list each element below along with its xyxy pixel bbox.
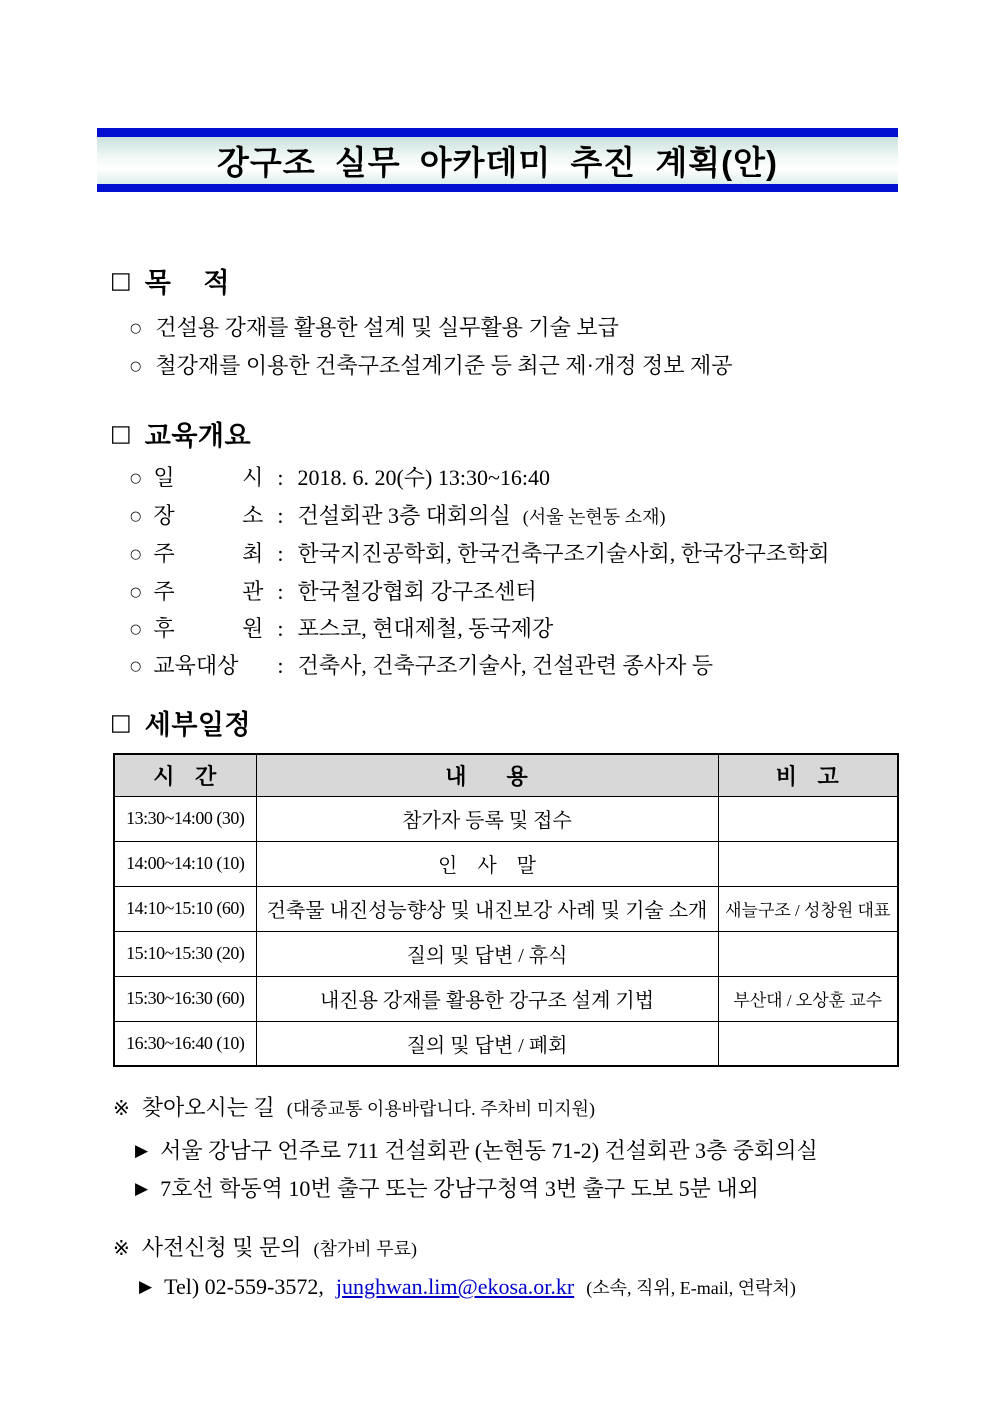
circle-bullet-icon: ○ <box>130 659 142 674</box>
schedule-row <box>114 841 898 886</box>
schedule-row <box>114 796 898 841</box>
content-cell: 인 사 말 <box>256 841 718 886</box>
content-cell: 건축물 내진성능향상 및 내진보강 사례 및 기술 소개 <box>256 886 718 931</box>
schedule-row <box>114 931 898 976</box>
note-cell <box>718 841 898 886</box>
time-cell: 15:10~15:30 (20) <box>114 931 256 976</box>
overview-item-value: 건축사, 건축구조기술사, 건설관련 종사자 등 <box>297 653 714 678</box>
overview-item-label: 교육대상 <box>153 653 239 678</box>
registration-title-note: (참가비 무료) <box>313 1239 417 1259</box>
overview-item-label: 일 시 <box>153 465 264 490</box>
page-title: 강구조 실무 아카데미 추진 계획(안) <box>217 143 778 181</box>
note-cell <box>718 1021 898 1066</box>
schedule-table-container <box>113 753 899 1067</box>
circle-bullet-icon: ○ <box>130 359 142 374</box>
overview-item-audience <box>130 649 713 680</box>
directions-line <box>135 1172 759 1203</box>
square-bullet-icon: □ <box>110 710 132 736</box>
overview-item-label: 장 소 <box>153 503 264 528</box>
circle-bullet-icon: ○ <box>130 547 142 562</box>
note-cell: 새늘구조 / 성창원 대표 <box>718 886 898 931</box>
overview-item-organizer <box>130 575 537 606</box>
contact-fields-note: (소속, 직위, E-mail, 연락처) <box>586 1278 796 1298</box>
content-cell: 질의 및 답변 / 폐회 <box>256 1021 718 1066</box>
banner-bottom-bar <box>97 184 898 193</box>
colon-separator: : <box>277 465 284 490</box>
overview-item-label: 주 최 <box>153 541 264 566</box>
column-header-time: 시 간 <box>114 754 256 796</box>
directions-line <box>135 1134 818 1165</box>
directions-line-text: 서울 강남구 언주로 711 건설회관 (논현동 71-2) 건설회관 3층 중회의실 <box>160 1138 818 1163</box>
directions-title-text: 찾아오시는 길 <box>141 1095 275 1120</box>
colon-separator: : <box>277 541 284 566</box>
time-cell: 16:30~16:40 (10) <box>114 1021 256 1066</box>
overview-item-label: 주 관 <box>153 579 264 604</box>
circle-bullet-icon: ○ <box>130 321 142 336</box>
time-cell: 14:00~14:10 (10) <box>114 841 256 886</box>
content-cell: 내진용 강재를 활용한 강구조 설계 기법 <box>256 976 718 1021</box>
schedule-row <box>114 886 898 931</box>
directions-title-note: (대중교통 이용바랍니다. 주차비 미지원) <box>286 1099 595 1119</box>
colon-separator: : <box>277 616 284 641</box>
overview-item-value: 포스코, 현대제철, 동국제강 <box>297 616 554 641</box>
colon-separator: : <box>277 579 284 604</box>
circle-bullet-icon: ○ <box>130 622 142 637</box>
overview-item-value: 한국철강협회 강구조센터 <box>297 579 537 604</box>
circle-bullet-icon: ○ <box>130 509 142 524</box>
time-cell: 13:30~14:00 (30) <box>114 796 256 841</box>
email-link[interactable]: junghwan.lim@ekosa.or.kr <box>335 1274 575 1299</box>
time-cell: 15:30~16:30 (60) <box>114 976 256 1021</box>
reference-mark-icon: ※ <box>113 1236 130 1260</box>
square-bullet-icon: □ <box>110 268 132 294</box>
section-heading-overview <box>110 414 251 453</box>
content-cell: 질의 및 답변 / 휴식 <box>256 931 718 976</box>
overview-item-value: 건설회관 3층 대회의실 <box>297 503 511 528</box>
banner-body <box>97 137 898 184</box>
purpose-bullet-text: 건설용 강재를 활용한 설계 및 실무활용 기술 보급 <box>155 315 619 340</box>
colon-separator: : <box>277 503 284 528</box>
note-cell <box>718 796 898 841</box>
overview-heading-label: 교육개요 <box>144 421 252 451</box>
overview-item-value: 2018. 6. 20(수) 13:30~16:40 <box>297 465 551 490</box>
triangle-bullet-icon: ▶ <box>139 1277 153 1297</box>
time-cell: 14:10~15:10 (60) <box>114 886 256 931</box>
overview-item-venue <box>130 499 665 530</box>
section-heading-schedule <box>110 703 251 742</box>
purpose-bullet <box>130 311 619 342</box>
overview-item-value: 한국지진공학회, 한국건축구조기술사회, 한국강구조학회 <box>297 541 830 566</box>
column-header-note: 비 고 <box>718 754 898 796</box>
banner-top-bar <box>97 128 898 137</box>
circle-bullet-icon: ○ <box>130 585 142 600</box>
overview-item-host <box>130 537 830 568</box>
purpose-bullet <box>130 349 732 380</box>
triangle-bullet-icon: ▶ <box>135 1179 149 1199</box>
overview-item-datetime <box>130 461 550 492</box>
content-cell: 참가자 등록 및 접수 <box>256 796 718 841</box>
square-bullet-icon: □ <box>110 421 132 447</box>
triangle-bullet-icon: ▶ <box>135 1141 149 1161</box>
directions-note-title <box>113 1091 595 1122</box>
title-banner <box>97 128 898 192</box>
column-header-content: 내 용 <box>256 754 718 796</box>
note-cell <box>718 931 898 976</box>
section-heading-purpose <box>110 261 230 300</box>
registration-note-title <box>113 1231 417 1262</box>
purpose-bullet-text: 철강재를 이용한 건축구조설계기준 등 최근 제·개정 정보 제공 <box>155 353 733 378</box>
overview-item-label: 후 원 <box>153 616 264 641</box>
reference-mark-icon: ※ <box>113 1096 130 1120</box>
schedule-heading-label: 세부일정 <box>144 710 252 740</box>
registration-contact-line <box>139 1274 796 1300</box>
overview-item-sponsor <box>130 612 553 643</box>
directions-line-text: 7호선 학동역 10번 출구 또는 강남구청역 3번 출구 도보 5분 내외 <box>160 1176 759 1201</box>
schedule-table <box>113 753 899 1067</box>
note-cell: 부산대 / 오상훈 교수 <box>718 976 898 1021</box>
purpose-heading-label: 목 적 <box>144 268 230 298</box>
registration-title-text: 사전신청 및 문의 <box>141 1235 302 1260</box>
circle-bullet-icon: ○ <box>130 471 142 486</box>
telephone-text: Tel) 02-559-3572, <box>164 1274 324 1299</box>
schedule-header-row <box>114 754 898 796</box>
schedule-row <box>114 976 898 1021</box>
colon-separator: : <box>277 653 284 678</box>
schedule-row <box>114 1021 898 1066</box>
overview-item-note: (서울 논현동 소재) <box>522 507 666 527</box>
